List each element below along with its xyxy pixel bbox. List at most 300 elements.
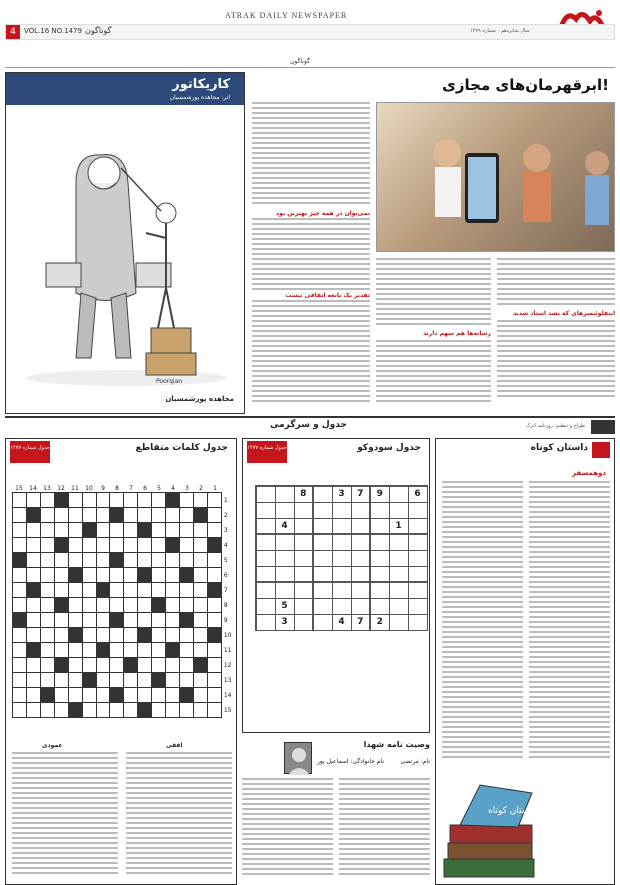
sudoku-cell[interactable] <box>275 486 294 502</box>
crossword-cell[interactable] <box>13 523 27 538</box>
sudoku-cell[interactable] <box>408 582 427 598</box>
sudoku-cell[interactable]: 8 <box>294 486 313 502</box>
crossword-cell[interactable] <box>82 658 96 673</box>
crossword-cell[interactable] <box>152 523 166 538</box>
crossword-cell[interactable] <box>124 523 138 538</box>
crossword-cell[interactable] <box>180 658 194 673</box>
crossword-cell[interactable] <box>110 493 124 508</box>
crossword-cell[interactable] <box>124 493 138 508</box>
crossword-cell[interactable] <box>207 673 221 688</box>
crossword-cell[interactable] <box>152 673 166 688</box>
crossword-cell[interactable] <box>82 583 96 598</box>
crossword-cell[interactable] <box>138 628 152 643</box>
crossword-cell[interactable] <box>152 493 166 508</box>
crossword-cell[interactable] <box>40 553 54 568</box>
crossword-cell[interactable] <box>152 583 166 598</box>
sudoku-cell[interactable] <box>370 550 389 566</box>
crossword-cell[interactable] <box>110 658 124 673</box>
crossword-cell[interactable] <box>68 673 82 688</box>
crossword-cell[interactable] <box>166 613 180 628</box>
crossword-cell[interactable] <box>180 493 194 508</box>
crossword-cell[interactable] <box>13 643 27 658</box>
crossword-cell[interactable] <box>166 688 180 703</box>
crossword-cell[interactable] <box>40 688 54 703</box>
crossword-cell[interactable] <box>193 673 207 688</box>
crossword-cell[interactable] <box>138 598 152 613</box>
sudoku-cell[interactable] <box>351 582 370 598</box>
sudoku-cell[interactable] <box>313 566 332 582</box>
crossword-cell[interactable] <box>180 688 194 703</box>
crossword-cell[interactable] <box>207 598 221 613</box>
sudoku-cell[interactable] <box>294 614 313 630</box>
crossword-cell[interactable] <box>96 703 110 718</box>
crossword-cell[interactable] <box>68 643 82 658</box>
sudoku-cell[interactable] <box>351 550 370 566</box>
crossword-cell[interactable] <box>166 568 180 583</box>
sudoku-cell[interactable] <box>389 502 408 518</box>
crossword-cell[interactable] <box>54 538 68 553</box>
crossword-cell[interactable] <box>207 523 221 538</box>
crossword-cell[interactable] <box>193 553 207 568</box>
crossword-cell[interactable] <box>26 673 40 688</box>
crossword-cell[interactable] <box>152 508 166 523</box>
sudoku-cell[interactable]: 7 <box>351 614 370 630</box>
crossword-cell[interactable] <box>68 703 82 718</box>
sudoku-cell[interactable]: 6 <box>408 486 427 502</box>
sudoku-cell[interactable] <box>256 502 275 518</box>
crossword-cell[interactable] <box>68 613 82 628</box>
crossword-cell[interactable] <box>40 673 54 688</box>
sudoku-cell[interactable] <box>256 534 275 550</box>
crossword-cell[interactable] <box>40 628 54 643</box>
crossword-cell[interactable] <box>193 583 207 598</box>
crossword-cell[interactable] <box>54 628 68 643</box>
crossword-cell[interactable] <box>110 568 124 583</box>
crossword-cell[interactable] <box>124 673 138 688</box>
crossword-cell[interactable] <box>82 508 96 523</box>
crossword-cell[interactable] <box>96 538 110 553</box>
crossword-cell[interactable] <box>82 628 96 643</box>
crossword-cell[interactable] <box>26 658 40 673</box>
crossword-cell[interactable] <box>26 703 40 718</box>
sudoku-cell[interactable]: 1 <box>389 518 408 534</box>
crossword-cell[interactable] <box>110 583 124 598</box>
crossword-cell[interactable] <box>166 658 180 673</box>
crossword-cell[interactable] <box>82 523 96 538</box>
crossword-cell[interactable] <box>26 643 40 658</box>
crossword-cell[interactable] <box>207 658 221 673</box>
crossword-cell[interactable] <box>54 658 68 673</box>
crossword-cell[interactable] <box>124 538 138 553</box>
crossword-cell[interactable] <box>26 523 40 538</box>
crossword-cell[interactable] <box>180 553 194 568</box>
crossword-cell[interactable] <box>40 583 54 598</box>
crossword-cell[interactable] <box>207 688 221 703</box>
crossword-cell[interactable] <box>40 613 54 628</box>
crossword-cell[interactable] <box>96 583 110 598</box>
sudoku-cell[interactable] <box>332 518 351 534</box>
crossword-cell[interactable] <box>54 523 68 538</box>
crossword-cell[interactable] <box>193 598 207 613</box>
crossword-cell[interactable] <box>207 643 221 658</box>
crossword-cell[interactable] <box>138 613 152 628</box>
crossword-cell[interactable] <box>82 568 96 583</box>
crossword-cell[interactable] <box>110 673 124 688</box>
crossword-cell[interactable] <box>40 523 54 538</box>
crossword-cell[interactable] <box>138 703 152 718</box>
crossword-cell[interactable] <box>68 688 82 703</box>
crossword-cell[interactable] <box>207 568 221 583</box>
crossword-cell[interactable] <box>40 703 54 718</box>
crossword-cell[interactable] <box>13 553 27 568</box>
sudoku-cell[interactable] <box>256 550 275 566</box>
crossword-cell[interactable] <box>82 643 96 658</box>
sudoku-cell[interactable] <box>256 582 275 598</box>
crossword-cell[interactable] <box>26 568 40 583</box>
sudoku-cell[interactable] <box>294 598 313 614</box>
crossword-cell[interactable] <box>152 613 166 628</box>
crossword-cell[interactable] <box>13 703 27 718</box>
crossword-cell[interactable] <box>96 688 110 703</box>
crossword-cell[interactable] <box>110 538 124 553</box>
sudoku-cell[interactable] <box>408 518 427 534</box>
crossword-cell[interactable] <box>152 568 166 583</box>
sudoku-cell[interactable] <box>275 566 294 582</box>
crossword-cell[interactable] <box>180 598 194 613</box>
crossword-cell[interactable] <box>166 523 180 538</box>
sudoku-cell[interactable] <box>389 614 408 630</box>
sudoku-cell[interactable] <box>256 566 275 582</box>
crossword-cell[interactable] <box>138 583 152 598</box>
crossword-cell[interactable] <box>193 643 207 658</box>
crossword-cell[interactable] <box>138 568 152 583</box>
crossword-cell[interactable] <box>26 538 40 553</box>
sudoku-cell[interactable] <box>294 518 313 534</box>
crossword-cell[interactable] <box>110 688 124 703</box>
crossword-cell[interactable] <box>152 643 166 658</box>
crossword-cell[interactable] <box>166 628 180 643</box>
crossword-cell[interactable] <box>180 568 194 583</box>
sudoku-cell[interactable] <box>256 614 275 630</box>
crossword-cell[interactable] <box>68 553 82 568</box>
crossword-cell[interactable] <box>138 553 152 568</box>
crossword-cell[interactable] <box>68 493 82 508</box>
sudoku-cell[interactable] <box>389 534 408 550</box>
crossword-cell[interactable] <box>138 538 152 553</box>
sudoku-cell[interactable] <box>351 534 370 550</box>
sudoku-cell[interactable] <box>313 582 332 598</box>
crossword-cell[interactable] <box>124 613 138 628</box>
sudoku-cell[interactable] <box>370 566 389 582</box>
sudoku-cell[interactable] <box>313 534 332 550</box>
crossword-cell[interactable] <box>152 658 166 673</box>
crossword-cell[interactable] <box>40 538 54 553</box>
crossword-cell[interactable] <box>138 493 152 508</box>
sudoku-cell[interactable] <box>408 550 427 566</box>
sudoku-cell[interactable] <box>294 582 313 598</box>
sudoku-cell[interactable]: 4 <box>332 614 351 630</box>
crossword-cell[interactable] <box>68 538 82 553</box>
crossword-cell[interactable] <box>54 688 68 703</box>
crossword-cell[interactable] <box>193 538 207 553</box>
crossword-cell[interactable] <box>13 508 27 523</box>
crossword-cell[interactable] <box>110 523 124 538</box>
crossword-cell[interactable] <box>68 583 82 598</box>
crossword-cell[interactable] <box>68 628 82 643</box>
crossword-cell[interactable] <box>82 553 96 568</box>
sudoku-cell[interactable]: 4 <box>275 518 294 534</box>
crossword-cell[interactable] <box>13 583 27 598</box>
crossword-cell[interactable] <box>110 703 124 718</box>
sudoku-cell[interactable] <box>389 598 408 614</box>
crossword-cell[interactable] <box>40 493 54 508</box>
crossword-cell[interactable] <box>26 688 40 703</box>
crossword-cell[interactable] <box>166 553 180 568</box>
sudoku-cell[interactable] <box>370 582 389 598</box>
crossword-cell[interactable] <box>40 508 54 523</box>
crossword-cell[interactable] <box>193 703 207 718</box>
crossword-cell[interactable] <box>13 538 27 553</box>
crossword-cell[interactable] <box>166 703 180 718</box>
crossword-cell[interactable] <box>124 688 138 703</box>
crossword-cell[interactable] <box>96 508 110 523</box>
sudoku-cell[interactable] <box>408 566 427 582</box>
crossword-cell[interactable] <box>96 598 110 613</box>
crossword-cell[interactable] <box>166 598 180 613</box>
crossword-cell[interactable] <box>40 568 54 583</box>
sudoku-cell[interactable] <box>351 598 370 614</box>
sudoku-cell[interactable] <box>294 502 313 518</box>
crossword-cell[interactable] <box>124 583 138 598</box>
sudoku-cell[interactable] <box>313 550 332 566</box>
crossword-cell[interactable] <box>26 628 40 643</box>
crossword-cell[interactable] <box>82 538 96 553</box>
sudoku-cell[interactable]: 5 <box>275 598 294 614</box>
sudoku-cell[interactable] <box>313 614 332 630</box>
crossword-cell[interactable] <box>82 493 96 508</box>
sudoku-cell[interactable] <box>370 598 389 614</box>
crossword-cell[interactable] <box>166 583 180 598</box>
crossword-cell[interactable] <box>152 628 166 643</box>
crossword-cell[interactable] <box>26 598 40 613</box>
sudoku-cell[interactable] <box>332 582 351 598</box>
sudoku-cell[interactable] <box>370 502 389 518</box>
crossword-cell[interactable] <box>207 628 221 643</box>
crossword-cell[interactable] <box>96 673 110 688</box>
crossword-cell[interactable] <box>180 643 194 658</box>
crossword-cell[interactable] <box>152 553 166 568</box>
crossword-cell[interactable] <box>124 568 138 583</box>
sudoku-cell[interactable] <box>408 502 427 518</box>
crossword-cell[interactable] <box>166 673 180 688</box>
crossword-cell[interactable] <box>96 613 110 628</box>
crossword-cell[interactable] <box>207 538 221 553</box>
sudoku-cell[interactable] <box>294 566 313 582</box>
crossword-cell[interactable] <box>152 703 166 718</box>
crossword-cell[interactable] <box>110 628 124 643</box>
crossword-cell[interactable] <box>166 643 180 658</box>
sudoku-cell[interactable] <box>275 550 294 566</box>
sudoku-cell[interactable] <box>294 550 313 566</box>
crossword-cell[interactable] <box>152 688 166 703</box>
crossword-cell[interactable] <box>54 583 68 598</box>
sudoku-cell[interactable] <box>332 502 351 518</box>
crossword-cell[interactable] <box>40 658 54 673</box>
crossword-cell[interactable] <box>180 508 194 523</box>
sudoku-cell[interactable] <box>313 598 332 614</box>
sudoku-cell[interactable] <box>370 534 389 550</box>
crossword-cell[interactable] <box>166 493 180 508</box>
sudoku-cell[interactable] <box>351 502 370 518</box>
sudoku-cell[interactable] <box>256 486 275 502</box>
crossword-cell[interactable] <box>96 493 110 508</box>
sudoku-cell[interactable] <box>370 518 389 534</box>
sudoku-cell[interactable] <box>256 518 275 534</box>
sudoku-cell[interactable] <box>313 486 332 502</box>
crossword-cell[interactable] <box>82 703 96 718</box>
crossword-cell[interactable] <box>180 703 194 718</box>
sudoku-cell[interactable] <box>275 534 294 550</box>
crossword-cell[interactable] <box>110 643 124 658</box>
crossword-cell[interactable] <box>207 553 221 568</box>
crossword-cell[interactable] <box>207 493 221 508</box>
crossword-cell[interactable] <box>82 613 96 628</box>
crossword-cell[interactable] <box>54 643 68 658</box>
crossword-cell[interactable] <box>13 688 27 703</box>
crossword-cell[interactable] <box>124 628 138 643</box>
sudoku-cell[interactable] <box>275 582 294 598</box>
crossword-cell[interactable] <box>40 598 54 613</box>
crossword-cell[interactable] <box>138 643 152 658</box>
sudoku-cell[interactable]: 2 <box>370 614 389 630</box>
crossword-cell[interactable] <box>193 493 207 508</box>
sudoku-cell[interactable] <box>408 598 427 614</box>
crossword-cell[interactable] <box>138 523 152 538</box>
sudoku-cell[interactable] <box>389 582 408 598</box>
crossword-cell[interactable] <box>138 508 152 523</box>
crossword-cell[interactable] <box>152 598 166 613</box>
crossword-cell[interactable] <box>207 613 221 628</box>
crossword-cell[interactable] <box>96 568 110 583</box>
crossword-cell[interactable] <box>26 553 40 568</box>
crossword-cell[interactable] <box>110 553 124 568</box>
crossword-cell[interactable] <box>82 673 96 688</box>
crossword-cell[interactable] <box>166 538 180 553</box>
crossword-cell[interactable] <box>180 628 194 643</box>
crossword-cell[interactable] <box>54 703 68 718</box>
crossword-cell[interactable] <box>13 598 27 613</box>
sudoku-cell[interactable] <box>256 598 275 614</box>
crossword-cell[interactable] <box>13 568 27 583</box>
crossword-cell[interactable] <box>207 703 221 718</box>
sudoku-cell[interactable] <box>332 534 351 550</box>
crossword-cell[interactable] <box>193 568 207 583</box>
crossword-cell[interactable] <box>82 688 96 703</box>
crossword-cell[interactable] <box>13 673 27 688</box>
crossword-cell[interactable] <box>207 508 221 523</box>
sudoku-cell[interactable] <box>408 534 427 550</box>
sudoku-cell[interactable]: 3 <box>332 486 351 502</box>
crossword-cell[interactable] <box>110 613 124 628</box>
crossword-cell[interactable] <box>193 613 207 628</box>
crossword-cell[interactable] <box>124 643 138 658</box>
crossword-cell[interactable] <box>124 553 138 568</box>
crossword-cell[interactable] <box>138 673 152 688</box>
sudoku-cell[interactable] <box>294 534 313 550</box>
crossword-cell[interactable] <box>110 598 124 613</box>
crossword-cell[interactable] <box>13 628 27 643</box>
sudoku-cell[interactable] <box>332 550 351 566</box>
crossword-cell[interactable] <box>54 493 68 508</box>
crossword-cell[interactable] <box>68 568 82 583</box>
crossword-cell[interactable] <box>13 613 27 628</box>
crossword-cell[interactable] <box>193 688 207 703</box>
crossword-cell[interactable] <box>68 658 82 673</box>
crossword-cell[interactable] <box>138 658 152 673</box>
crossword-cell[interactable] <box>13 658 27 673</box>
sudoku-cell[interactable] <box>408 614 427 630</box>
crossword-cell[interactable] <box>180 538 194 553</box>
crossword-cell[interactable] <box>180 583 194 598</box>
crossword-cell[interactable] <box>124 658 138 673</box>
sudoku-cell[interactable]: 7 <box>351 486 370 502</box>
sudoku-cell[interactable] <box>275 502 294 518</box>
crossword-cell[interactable] <box>54 508 68 523</box>
crossword-cell[interactable] <box>207 583 221 598</box>
sudoku-cell[interactable] <box>332 566 351 582</box>
crossword-cell[interactable] <box>193 508 207 523</box>
crossword-cell[interactable] <box>180 613 194 628</box>
crossword-cell[interactable] <box>96 658 110 673</box>
crossword-cell[interactable] <box>193 658 207 673</box>
sudoku-cell[interactable] <box>389 566 408 582</box>
crossword-cell[interactable] <box>26 583 40 598</box>
crossword-cell[interactable] <box>54 613 68 628</box>
crossword-cell[interactable] <box>124 703 138 718</box>
crossword-cell[interactable] <box>193 523 207 538</box>
crossword-cell[interactable] <box>26 508 40 523</box>
crossword-cell[interactable] <box>96 628 110 643</box>
crossword-cell[interactable] <box>26 613 40 628</box>
sudoku-cell[interactable] <box>313 518 332 534</box>
crossword-cell[interactable] <box>54 673 68 688</box>
crossword-cell[interactable] <box>54 568 68 583</box>
crossword-cell[interactable] <box>166 508 180 523</box>
crossword-cell[interactable] <box>82 598 96 613</box>
crossword-cell[interactable] <box>124 598 138 613</box>
crossword-cell[interactable] <box>54 598 68 613</box>
crossword-cell[interactable] <box>180 523 194 538</box>
sudoku-cell[interactable]: 3 <box>275 614 294 630</box>
sudoku-cell[interactable] <box>389 486 408 502</box>
crossword-cell[interactable] <box>54 553 68 568</box>
crossword-cell[interactable] <box>26 493 40 508</box>
crossword-cell[interactable] <box>68 523 82 538</box>
sudoku-cell[interactable] <box>313 502 332 518</box>
crossword-cell[interactable] <box>96 553 110 568</box>
crossword-cell[interactable] <box>180 673 194 688</box>
sudoku-cell[interactable] <box>389 550 408 566</box>
crossword-cell[interactable] <box>96 523 110 538</box>
crossword-cell[interactable] <box>124 508 138 523</box>
crossword-cell[interactable] <box>152 538 166 553</box>
crossword-cell[interactable] <box>13 493 27 508</box>
sudoku-cell[interactable]: 9 <box>370 486 389 502</box>
crossword-cell[interactable] <box>68 598 82 613</box>
crossword-cell[interactable] <box>110 508 124 523</box>
crossword-cell[interactable] <box>193 628 207 643</box>
crossword-cell[interactable] <box>96 643 110 658</box>
